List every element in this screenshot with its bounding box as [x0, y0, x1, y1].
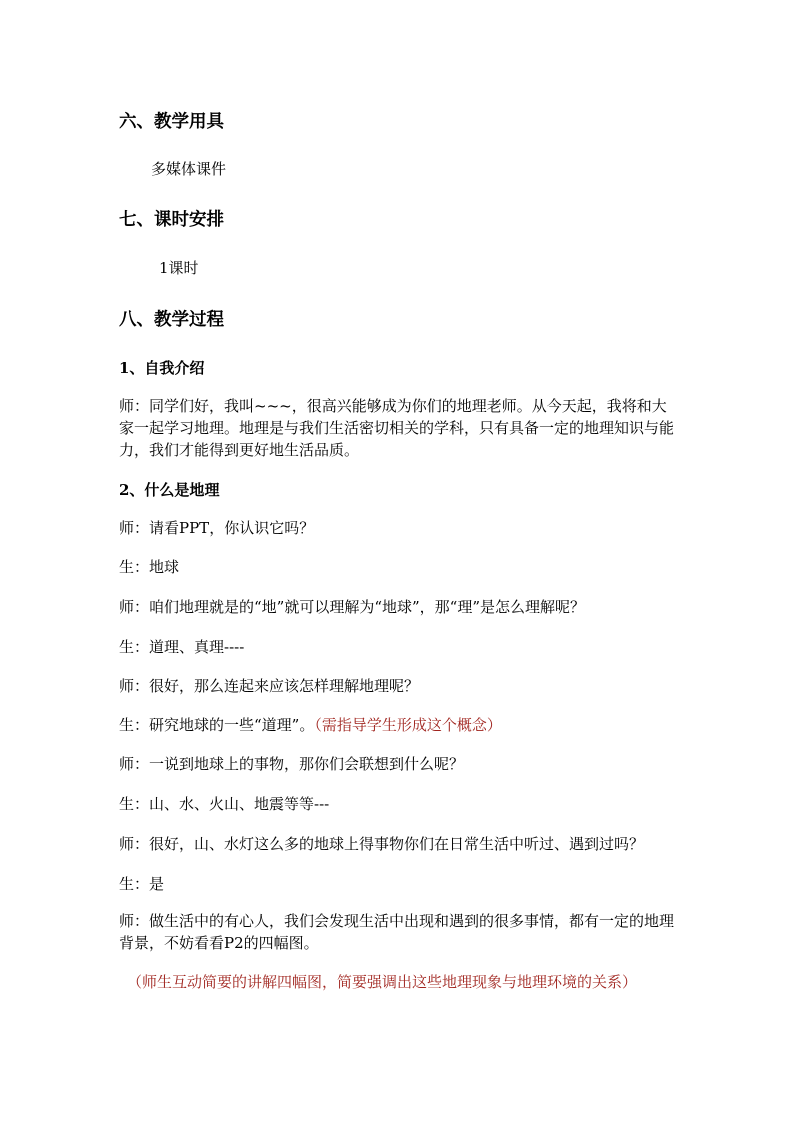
dialogue-line-10: 生：是	[119, 875, 165, 893]
heading-class-schedule: 七、课时安排	[119, 210, 224, 230]
step1-paragraph: 师：同学们好，我叫~~~，很高兴能够成为你们的地理老师。从今天起，我将和大家一起学习地理。地理是与我们生活密切相关的学科，只有具备一定的地理知识与能力，我们才能得到更好地生活品质。	[119, 397, 675, 459]
dialogue-line-9: 师：很好，山、水灯这么多的地球上得事物你们在日常生活中听过、遇到过吗？	[119, 835, 645, 853]
teaching-note-1: （需指导学生形成这个概念）	[314, 716, 502, 734]
dialogue-line-8: 生：山、水、火山、地震等等---	[119, 795, 330, 813]
class-schedule-content: 1课时	[159, 259, 199, 277]
step1-title: 1、自我介绍	[119, 359, 205, 377]
heading-teaching-process: 八、教学过程	[119, 310, 224, 330]
dialogue-line-6	[119, 714, 502, 735]
dialogue-line-2: 生：地球	[119, 558, 180, 576]
dialogue-line-3: 师：咱们地理就是的“地”就可以理解为“地球”，那“理”是怎么理解呢？	[119, 598, 586, 616]
dialogue-line-6-text: 生：研究地球的一些“道理”。	[119, 716, 315, 734]
teaching-note-2: （师生互动简要的讲解四幅图，简要强调出这些地理现象与地理环境的关系）	[127, 973, 638, 991]
dialogue-line-5: 师：很好，那么连起来应该怎样理解地理呢？	[119, 677, 420, 695]
dialogue-line-7: 师：一说到地球上的事物，那你们会联想到什么呢？	[119, 755, 465, 773]
heading-teaching-tools: 六、教学用具	[119, 112, 224, 132]
step2-final-paragraph: 师：做生活中的有心人，我们会发现生活中出现和遇到的很多事情，都有一定的地理背景，不妨看看P2的四幅图。	[119, 912, 675, 952]
dialogue-line-1: 师：请看PPT，你认识它吗？	[119, 519, 315, 537]
step2-title: 2、什么是地理	[119, 481, 220, 499]
teaching-tools-content: 多媒体课件	[151, 160, 227, 178]
dialogue-line-4: 生：道理、真理----	[119, 638, 245, 656]
